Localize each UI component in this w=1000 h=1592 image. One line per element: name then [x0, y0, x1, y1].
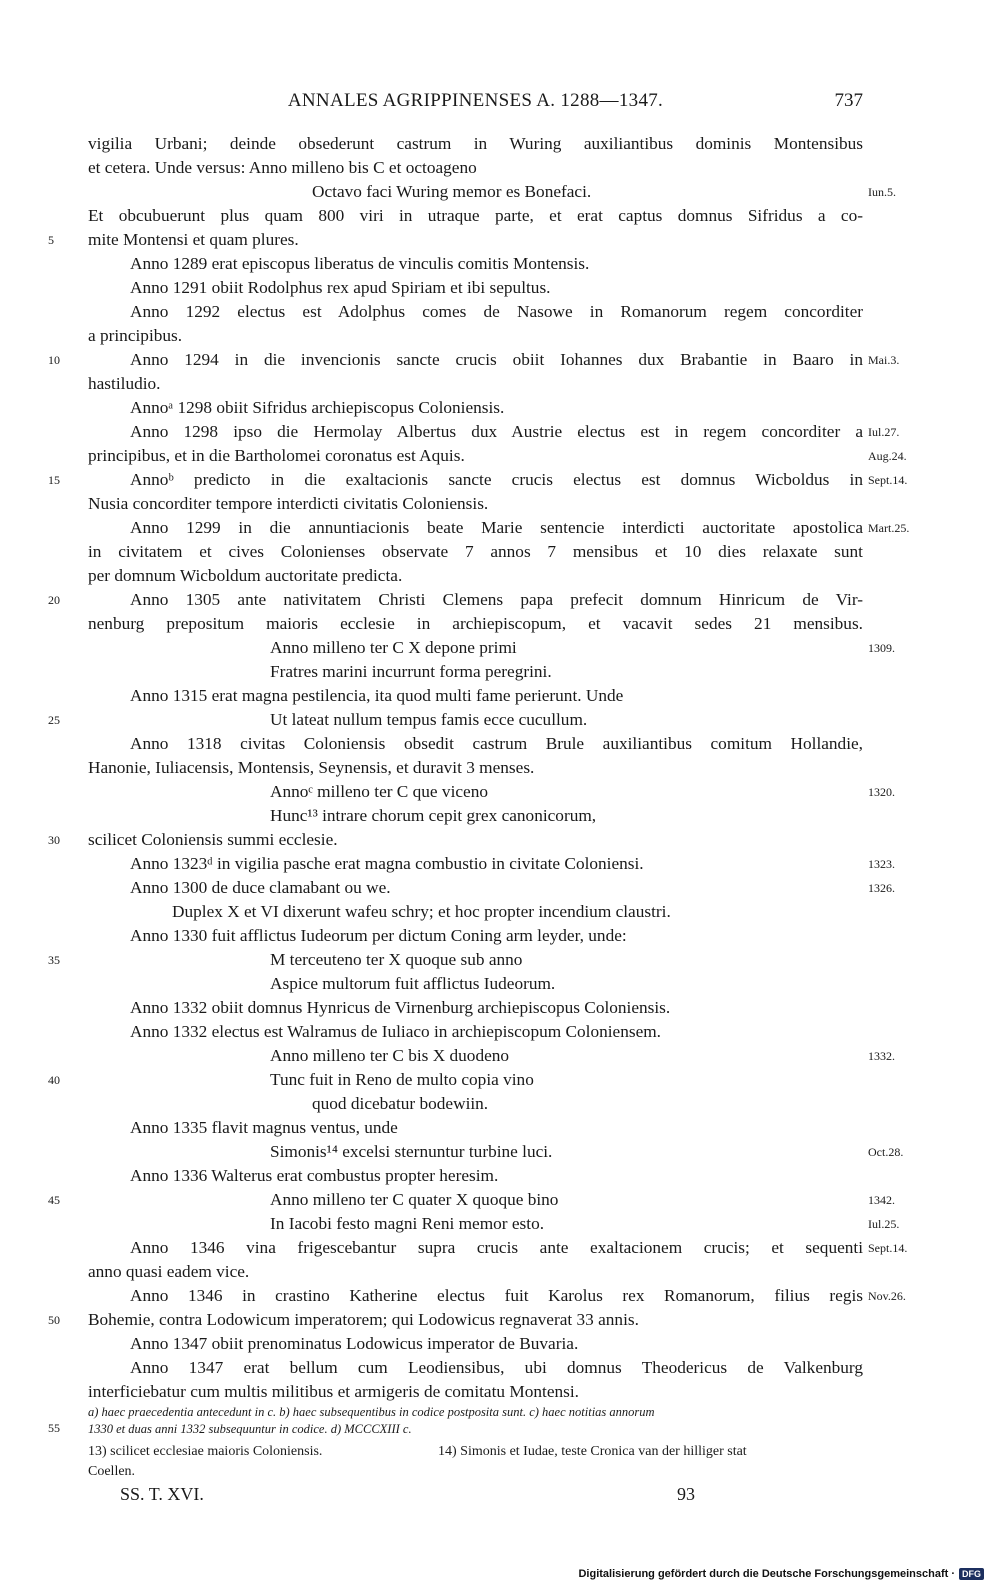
line-text: interficiebatur cum multis militibus et armigeris de comitatu Montensi. [88, 1382, 579, 1401]
line-text: Anno 1318 civitas Coloniensis obsedit castrum Brule auxiliantibus comitum Hollandie, [130, 734, 863, 753]
text-line [0, 1092, 1000, 1116]
line-text: quod dicebatur bodewiin. [312, 1094, 489, 1113]
margin-date-note: 1309. [868, 641, 895, 655]
margin-date-note: Oct.28. [868, 1145, 904, 1159]
signature-mark: SS. T. XVI. [120, 1484, 204, 1504]
footnote-letters-1: a) haec praecedentia antecedunt in c. b) haec subsequentibus in codice postposita sunt. c) haec notitias annorum [88, 1405, 655, 1419]
text-line [0, 564, 1000, 588]
line-text: Anno milleno ter C quater X quoque bino [270, 1190, 559, 1209]
line-text: In Iacobi festo magni Reni memor esto. [270, 1214, 545, 1233]
text-line [0, 1068, 1000, 1092]
line-text: et cetera. Unde versus: Anno milleno bis C et octoageno [88, 158, 477, 177]
line-number: 5 [48, 233, 54, 247]
line-number: 25 [48, 713, 60, 727]
text-line [0, 516, 1000, 540]
line-number: 45 [48, 1193, 60, 1207]
line-text: Ut lateat nullum tempus famis ecce cucullum. [270, 710, 588, 729]
dfg-credit-text: Digitalisierung gefördert durch die Deutsche Forschungsgemeinschaft · [578, 1568, 955, 1580]
text-line [0, 252, 1000, 276]
margin-date-note: 1332. [868, 1049, 895, 1063]
line-text: Simonis¹⁴ excelsi sternuntur turbine luci. [270, 1142, 553, 1161]
text-line [0, 1332, 1000, 1356]
text-line [0, 348, 1000, 372]
line-text: Anno 1291 obiit Rodolphus rex apud Spiriam et ibi sepultus. [130, 278, 551, 297]
line-text: principibus, et in die Bartholomei coronatus est Aquis. [88, 446, 465, 465]
text-line [0, 708, 1000, 732]
line-text: Anno 1335 flavit magnus ventus, unde [130, 1118, 398, 1137]
line-text: Anno 1330 fuit afflictus Iudeorum per dictum Coning arm leyder, unde: [130, 926, 627, 945]
line-text: Bohemie, contra Lodowicum imperatorem; qui Lodowicus regnaverat 33 annis. [88, 1310, 639, 1329]
text-line [0, 372, 1000, 396]
text-line [0, 1236, 1000, 1260]
text-line [0, 828, 1000, 852]
text-line [0, 540, 1000, 564]
text-line [0, 996, 1000, 1020]
line-text: Hunc¹³ intrare chorum cepit grex canonicorum, [270, 806, 597, 825]
line-text: vigilia Urbani; deinde obsederunt castrum in Wuring auxiliantibus dominis Montensibus [88, 134, 863, 153]
line-text: Aspice multorum fuit afflictus Iudeorum. [270, 974, 556, 993]
footnote-14-continued: Coellen. [88, 1464, 136, 1479]
text-line [0, 780, 1000, 804]
text-line [0, 804, 1000, 828]
sheet-number: 93 [677, 1484, 695, 1504]
line-text: Anno 1294 in die invencionis sancte crucis obiit Iohannes dux Brabantie in Baaro in [130, 350, 863, 369]
line-text: Anno 1346 in crastino Katherine electus fuit Karolus rex Romanorum, filius regis [130, 1286, 863, 1305]
line-text: hastiludio. [88, 374, 161, 393]
text-line [0, 444, 1000, 468]
line-text: Annoᶜ milleno ter C que viceno [270, 782, 488, 801]
line-text: Anno 1347 erat bellum cum Leodiensibus, ubi domnus Theodericus de Valkenburg [130, 1358, 863, 1377]
text-line [0, 756, 1000, 780]
text-line [0, 1380, 1000, 1404]
line-text: M terceuteno ter X quoque sub anno [270, 950, 523, 969]
footnotes-numbered [88, 1442, 863, 1482]
line-text: scilicet Coloniensis summi ecclesie. [88, 830, 338, 849]
line-text: Anno 1289 erat episcopus liberatus de vinculis comitis Montensis. [130, 254, 590, 273]
margin-date-note: 1323. [868, 857, 895, 871]
line-text: mite Montensi et quam plures. [88, 230, 299, 249]
line-text: Anno 1298 ipso die Hermolay Albertus dux Austrie electus est in regem concorditer a [130, 422, 863, 441]
text-line [0, 324, 1000, 348]
margin-date-note: Iul.27. [868, 425, 900, 439]
text-line [0, 660, 1000, 684]
text-line [0, 1284, 1000, 1308]
line-number: 30 [48, 833, 60, 847]
main-text [0, 132, 1000, 1404]
margin-date-note: 1342. [868, 1193, 895, 1207]
line-text: Anno 1300 de duce clamabant ou we. [130, 878, 391, 897]
text-line [0, 636, 1000, 660]
margin-date-note: Sept.14. [868, 1241, 908, 1255]
line-text: per domnum Wicboldum auctoritate predicta. [88, 566, 403, 585]
text-line [0, 204, 1000, 228]
line-number: 50 [48, 1313, 60, 1327]
line-text: Anno milleno ter C X depone primi [270, 638, 517, 657]
text-line [0, 948, 1000, 972]
line-number: 10 [48, 353, 60, 367]
line-number: 20 [48, 593, 60, 607]
text-line [0, 1188, 1000, 1212]
line-text: Octavo faci Wuring memor es Bonefaci. [312, 182, 592, 201]
text-line [0, 1044, 1000, 1068]
text-line [0, 1140, 1000, 1164]
line-text: Anno 1332 obiit domnus Hynricus de Virnenburg archiepiscopus Coloniensis. [130, 998, 671, 1017]
text-line [0, 1164, 1000, 1188]
line-text: Anno 1336 Walterus erat combustus propter heresim. [130, 1166, 499, 1185]
margin-date-note: Sept.14. [868, 473, 908, 487]
page-number: 737 [834, 90, 863, 111]
text-line [0, 228, 1000, 252]
text-line [0, 924, 1000, 948]
line-text: anno quasi eadem vice. [88, 1262, 250, 1281]
text-line [0, 132, 1000, 156]
line-text: Anno 1323ᵈ in vigilia pasche erat magna combustio in civitate Coloniensi. [130, 854, 644, 873]
margin-date-note: Iul.25. [868, 1217, 900, 1231]
dfg-logo-icon: DFG [959, 1568, 984, 1580]
margin-date-note: Mart.25. [868, 521, 910, 535]
line-number-55: 55 [48, 1421, 60, 1435]
text-line [0, 900, 1000, 924]
margin-date-note: Iun.5. [868, 185, 896, 199]
line-text: Tunc fuit in Reno de multo copia vino [270, 1070, 534, 1089]
line-text: Anno 1347 obiit prenominatus Lodowicus imperator de Buvaria. [130, 1334, 579, 1353]
footnote-13: 13) scilicet ecclesiae maioris Coloniensis. [88, 1444, 323, 1459]
text-line [0, 732, 1000, 756]
line-number: 15 [48, 473, 60, 487]
text-line [0, 1116, 1000, 1140]
line-number: 35 [48, 953, 60, 967]
text-line [0, 300, 1000, 324]
text-line [0, 972, 1000, 996]
text-line [0, 396, 1000, 420]
text-line [0, 852, 1000, 876]
line-text: Annoᵇ predicto in die exaltacionis sancte crucis electus est domnus Wicboldus in [130, 470, 863, 489]
text-line [0, 420, 1000, 444]
line-text: Anno 1332 electus est Walramus de Iuliaco in archiepiscopum Coloniensem. [130, 1022, 662, 1041]
line-text: Nusia concorditer tempore interdicti civitatis Coloniensis. [88, 494, 489, 513]
line-text: Hanonie, Iuliacensis, Montensis, Seynensis, et duravit 3 menses. [88, 758, 535, 777]
margin-date-note: Aug.24. [868, 449, 907, 463]
text-line [0, 1020, 1000, 1044]
margin-date-note: 1320. [868, 785, 895, 799]
line-text: a principibus. [88, 326, 183, 345]
footnote-14: 14) Simonis et Iudae, teste Cronica van der hilliger stat [438, 1444, 747, 1459]
text-line [0, 612, 1000, 636]
running-title: ANNALES AGRIPPINENSES A. 1288—1347. [287, 90, 664, 111]
text-line [0, 588, 1000, 612]
text-line [0, 276, 1000, 300]
text-line [0, 684, 1000, 708]
text-line [0, 156, 1000, 180]
line-text: Anno 1292 electus est Adolphus comes de Nasowe in Romanorum regem concorditer [130, 302, 863, 321]
margin-date-note: Mai.3. [868, 353, 900, 367]
line-text: Anno milleno ter C bis X duodeno [270, 1046, 510, 1065]
text-line [0, 180, 1000, 204]
footnote-letters-2: 1330 et duas anni 1332 subsequuntur in codice. d) MCCCXIII c. [88, 1422, 412, 1436]
text-line [0, 876, 1000, 900]
margin-date-note: 1326. [868, 881, 895, 895]
line-text: Anno 1315 erat magna pestilencia, ita quod multi fame perierunt. Unde [130, 686, 624, 705]
text-line [0, 1260, 1000, 1284]
line-number: 40 [48, 1073, 60, 1087]
dfg-credit [578, 1568, 984, 1580]
text-line [0, 492, 1000, 516]
text-line [0, 1356, 1000, 1380]
line-text: Anno 1299 in die annuntiacionis beate Marie sentencie interdicti auctoritate apostolica [130, 518, 863, 537]
margin-date-note: Nov.26. [868, 1289, 906, 1303]
line-text: in civitatem et cives Colonienses observate 7 annos 7 mensibus et 10 dies relaxate sunt [88, 542, 863, 561]
text-line [0, 1212, 1000, 1236]
line-text: Fratres marini incurrunt forma peregrini. [270, 662, 552, 681]
line-text: Anno 1305 ante nativitatem Christi Clemens papa prefecit domnum Hinricum de Vir- [130, 590, 863, 609]
text-line [0, 468, 1000, 492]
text-line [0, 1308, 1000, 1332]
line-text: nenburg prepositum maioris ecclesie in archiepiscopum, et vacavit sedes 21 mensibus. [88, 614, 863, 633]
line-text: Et obcubuerunt plus quam 800 viri in utraque parte, et erat captus domnus Sifridus a co- [88, 206, 863, 225]
line-text: Duplex X et VI dixerunt wafeu schry; et hoc propter incendium claustri. [172, 902, 671, 921]
running-header [88, 90, 863, 118]
line-text: Annoᵃ 1298 obiit Sifridus archiepiscopus Coloniensis. [130, 398, 505, 417]
line-text: Anno 1346 vina frigescebantur supra crucis ante exaltacionem crucis; et sequenti [130, 1238, 863, 1257]
